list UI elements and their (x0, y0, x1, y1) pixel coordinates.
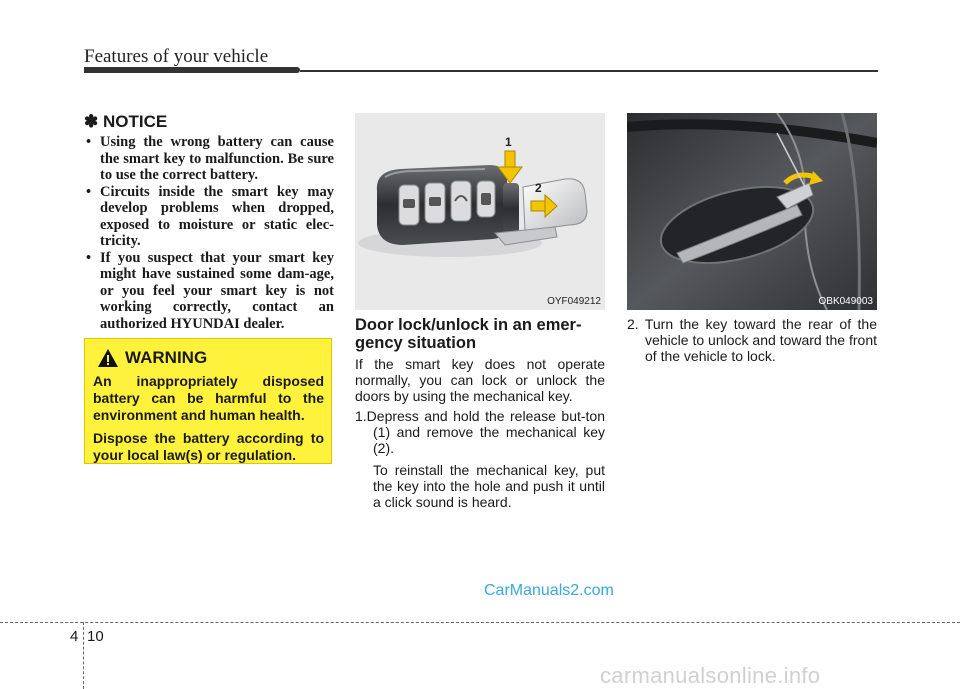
site-footer-link[interactable]: carmanualsonline.info (600, 663, 821, 688)
smart-key-illustration (355, 113, 605, 310)
warning-header (97, 347, 324, 369)
watermark-link[interactable]: CarManuals2.com (484, 582, 614, 599)
warning-triangle-icon (97, 348, 119, 368)
warning-text-2: Dispose the battery according to your local law(s) or regulation. (93, 430, 324, 463)
callout-2: 2 (535, 181, 542, 195)
footer-divider (0, 622, 960, 623)
warning-box (84, 338, 332, 464)
notice-item: • If you suspect that your smart key might have sustained some dam-age, or you feel your smart key is not working correctly, contact an authorized HYUNDAI dealer. (84, 250, 334, 333)
footer-vertical-divider (83, 622, 84, 689)
page-header-title: Features of your vehicle (84, 46, 269, 67)
page-number: 10 (87, 628, 104, 645)
step-1-note: To reinstall the mechanical key, put the key into the hole and push it until a click sound is heard. (373, 462, 605, 510)
notice-item: • Circuits inside the smart key may develop problems when dropped, exposed to moisture or static elec-tricity. (84, 184, 334, 250)
figure-code: OBK049003 (818, 296, 873, 307)
section-title: Door lock/unlock in an emer-gency situation (355, 316, 582, 352)
section-intro: If the smart key does not operate normally, you can lock or unlock the doors by using the mechanical key. (355, 356, 605, 404)
callout-1: 1 (505, 135, 512, 149)
step-2: 2. Turn the key toward the rear of the vehicle to unlock and toward the front of the vehicle to lock. (627, 316, 877, 364)
door-handle-figure (627, 113, 877, 310)
chapter-number: 4 (70, 628, 79, 645)
header-rule-thin (300, 70, 878, 72)
header-rule-thick (84, 67, 300, 73)
notice-list (84, 134, 334, 332)
notice-title: ✽ NOTICE (84, 112, 168, 131)
door-handle-illustration (627, 113, 877, 310)
step-1: 1.Depress and hold the release but-ton (1) and remove the mechanical key (2). (355, 408, 605, 456)
figure-code: OYF049212 (547, 296, 601, 307)
smart-key-figure (355, 113, 605, 310)
notice-item: • Using the wrong battery can cause the smart key to malfunction. Be sure to use the correct battery. (84, 134, 334, 184)
warning-label: WARNING (125, 348, 208, 367)
warning-text-1: An inappropriately disposed battery can be harmful to the environment and human health. (93, 373, 324, 423)
